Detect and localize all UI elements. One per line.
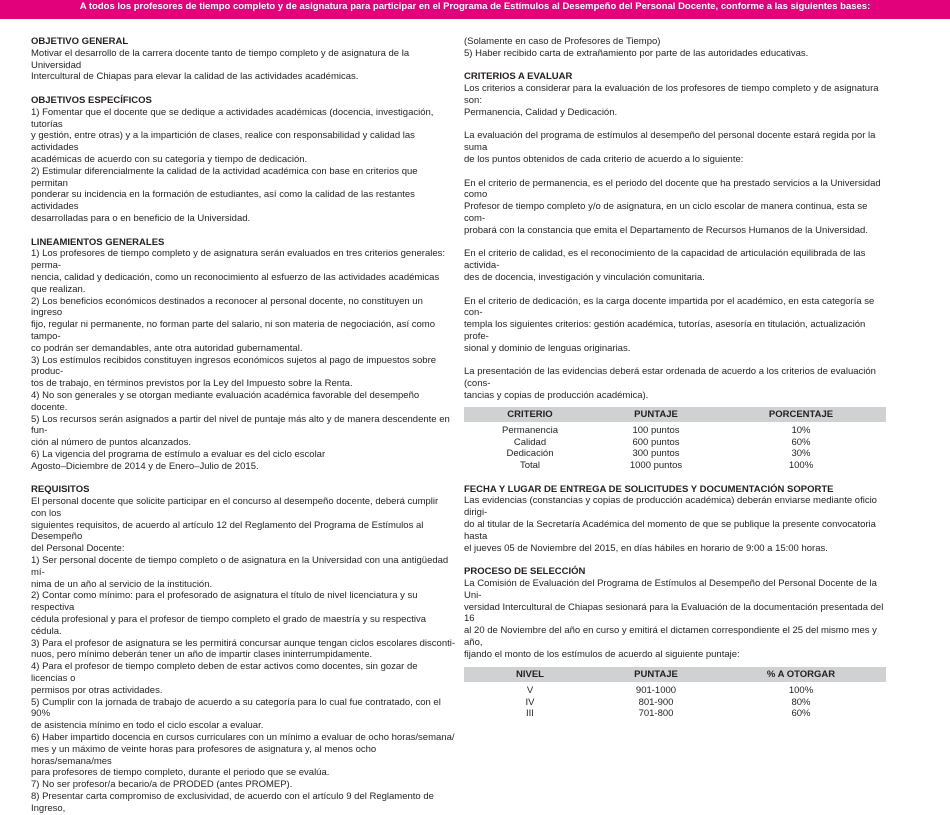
spacer (464, 166, 886, 178)
text-line: Profesor de tiempo completo y/o de asignatura, en un ciclo escolar de manera continua, esta se com- (464, 201, 868, 224)
spacer (464, 355, 886, 367)
text-line: Motivar el desarrollo de la carrera docente tanto de tiempo completo y de asignatura de la Universidad (31, 47, 410, 71)
column-header: PORCENTAJE (716, 407, 886, 423)
spacer (464, 119, 886, 131)
text-line: probará con la constancia que emita el Departamento de Recursos Humanos de la Universidad. (464, 224, 868, 236)
table-cell: Dedicación (506, 448, 554, 460)
text-line: sional y dominio de lenguas originarias. (464, 342, 631, 354)
text-line: el jueves 05 de Noviembre del 2015, en días hábiles en horario de 9:00 a 15:00 horas. (464, 542, 828, 554)
right-mid-section (464, 484, 886, 661)
column-header: NIVEL (464, 667, 596, 683)
text-line: ponderar su incidencia en la formación de estudiantes, así como la calidad de las restantes actividades (31, 189, 415, 213)
text-line: nuos, pero mínimo deberán tener un año de impartir clases ininterrumpidamente. (31, 649, 373, 661)
spacer (31, 225, 456, 237)
table-cell: 10% (791, 425, 811, 437)
text-line: 5) Haber recibido carta de extrañamiento por parte de las autoridades educativas. (464, 47, 809, 59)
text-line: 3) Los estímulos recibidos constituyen ingresos económicos sujetos al pago de impuestos sobre produc- (31, 354, 437, 378)
text-line: Los criterios a considerar para la evaluación de los profesores de tiempo completo y de asignatura son: (464, 83, 879, 106)
table-cell: 901-1000 (635, 685, 677, 697)
table-row (464, 448, 886, 460)
text-line: (Solamente en caso de Profesores de Tiempo) (464, 36, 661, 47)
text-line: 1) Ser personal docente de tiempo completo o de asignatura en la Universidad con una antigüedad mí- (31, 555, 449, 578)
convocatoria-banner (0, 0, 950, 19)
text-line: 2) Estimular diferencialmente la calidad de la actividad académica con base en criterios que permitan (31, 165, 418, 189)
text-line: co podrán ser demandables, ante otra autoridad gubernamental. (31, 342, 303, 354)
text-line: 6) La vigencia del programa de estímulo a evaluar es del ciclo escolar (31, 448, 326, 460)
text-line: académicas de acuerdo con su categoría y tiempo de dedicación. (31, 153, 308, 165)
text-line: La Comisión de Evaluación del Programa de Estímulos al Desempeño del Personal Docente de la Uni- (464, 578, 877, 601)
section-heading: LINEAMIENTOS GENERALES (31, 236, 165, 248)
table-cell: III (526, 708, 534, 720)
text-line: 5) Cumplir con la jornada de trabajo de acuerdo a su categoría para lo cual fue contratado, con el 90% (31, 696, 441, 720)
text-line: 4) No son generales y se otorgan mediante evaluación académica favorable del desempeño docente. (31, 389, 420, 413)
text-line: En el criterio de dedicación, es la carga docente impartida por el académico, en esta categoría se con- (464, 295, 875, 319)
text-line: Intercultural de Chiapas para elevar la calidad de las actividades académicas. (31, 71, 359, 83)
table-row (464, 460, 886, 472)
text-line: fijando el monto de los estímulos de acuerdo al siguiente puntaje: (464, 648, 740, 660)
table-cell: 60% (791, 708, 811, 720)
table-cell: Total (519, 460, 541, 472)
banner-text: A todos los profesores de tiempo completo y de asignatura para participar en el Programa de Estímulos al Desempeño del Personal Docente, conforme a las siguientes bases: (79, 1, 871, 12)
table-row (464, 422, 886, 437)
levels-table (464, 667, 886, 720)
table-cell: Permanencia (502, 425, 558, 437)
text-line: nencia, calidad y dedicación, como un reconocimiento al esfuerzo de las actividades académicas que realizan. (31, 271, 440, 295)
text-line: 1) Fomentar que el docente que se dedique a actividades académicas (docencia, investigación, tutorías (31, 106, 434, 130)
section-heading: OBJETIVOS ESPECÍFICOS (31, 94, 152, 106)
left-column (31, 36, 456, 815)
column-header: PUNTAJE (596, 407, 716, 423)
table-cell: 100% (788, 685, 814, 697)
text-line: de asistencia mínimo en todo el ciclo escolar a evaluar. (31, 720, 264, 732)
section-heading: FECHA Y LUGAR DE ENTREGA DE SOLICITUDES Y DOCUMENTACIÓN SOPORTE (464, 483, 834, 495)
text-line: desarrolladas para o en beneficio de la Universidad. (31, 212, 251, 224)
column-header: % A OTORGAR (716, 667, 886, 683)
table-cell: 600 puntos (632, 436, 680, 448)
text-line: siguientes requisitos, de acuerdo al artículo 12 del Reglamento del Programa de Estímulos al Desempeño (31, 519, 424, 543)
table-cell: 100 puntos (632, 425, 680, 437)
spacer (464, 554, 886, 566)
table-header-row (464, 407, 886, 423)
table-cell: IV (525, 696, 535, 708)
text-line: do al titular de la Secretaría Académica del momento de que se publique la presente convocatoria hasta (464, 519, 876, 542)
table-cell: 801-900 (638, 696, 674, 708)
spacer (464, 60, 886, 72)
spacer (31, 472, 456, 484)
text-line: versidad Intercultural de Chiapas sesionará para la Evaluación de la documentación presentada del 16 (464, 601, 884, 625)
spacer (464, 284, 886, 296)
text-line: 6) Haber impartido docencia en cursos curriculares con un mínimo a evaluar de ocho horas/semana/ (31, 732, 455, 744)
text-line: de los puntos obtenidos de cada criterio de acuerdo a lo siguiente: (464, 153, 744, 165)
text-line: En el criterio de calidad, es el reconocimiento de la capacidad de articulación equilibrada de las activida- (464, 248, 866, 272)
table-row (464, 697, 886, 709)
text-line: para profesores de tiempo completo, durante el periodo que se evalúa. (31, 767, 330, 779)
text-line: La evaluación del programa de estímulos al desempeño del personal docente estará regida por la suma (464, 130, 876, 154)
table-row (464, 437, 886, 449)
text-line: 4) Para el profesor de tiempo completo deben de estar activos como docentes, sin gozar de licencias o (31, 661, 418, 685)
criteria-table (464, 407, 886, 472)
text-line: El personal docente que solicite participar en el concurso al desempeño docente, deberá cumplir con los (31, 496, 439, 519)
text-line: 1) Los profesores de tiempo completo y de asignatura serán evaluados en tres criterios generales: perma- (31, 248, 446, 272)
section-heading: PROCESO DE SELECCIÓN (464, 566, 586, 578)
text-line: 2) Contar como mínimo: para el profesorado de asignatura el título de nivel licenciatura y su respectiva (31, 590, 418, 614)
right-top-section (464, 36, 886, 402)
text-line: 3) Para el profesor de asignatura se les permitirá concursar aunque tengan ciclos escolares disconti- (31, 637, 456, 649)
text-line: al 20 de Noviembre del año en curso y emitirá el dictamen correspondiente el 25 del mismo mes y año, (464, 625, 877, 649)
table-cell: V (526, 685, 534, 697)
text-line: tancias y copias de producción académica). (464, 389, 649, 401)
text-line: nima de un año al servicio de la institución. (31, 578, 213, 590)
table-row (464, 708, 886, 720)
column-header: CRITERIO (464, 407, 596, 423)
text-line: 5) Los recursos serán asignados a partir del nivel de puntaje más alto y de manera descendente en fun- (31, 413, 450, 437)
text-line: permisos por otras actividades. (31, 684, 163, 696)
column-header: PUNTAJE (596, 667, 716, 683)
text-line: 2) Los beneficios económicos destinados a reconocer al personal docente, no constituyen un ingreso (31, 295, 423, 319)
table-header-row (464, 667, 886, 683)
text-line: Agosto–Diciembre de 2014 y de Enero–Julio de 2015. (31, 460, 259, 472)
text-line: La presentación de las evidencias deberá estar ordenada de acuerdo a los criterios de evaluación (cons- (464, 366, 876, 390)
spacer (464, 237, 886, 249)
text-line: tos de trabajo, en términos previstos por la Ley del Impuesto sobre la Renta. (31, 378, 353, 390)
text-line: y gestión, entre otras) y a la impartición de clases, realice con responsabilidad y calidad las actividades (31, 130, 415, 154)
section-heading: OBJETIVO GENERAL (31, 36, 129, 47)
text-line: Permanencia, Calidad y Dedicación. (464, 106, 618, 118)
table-cell: 80% (791, 696, 811, 708)
text-line: des de docencia, investigación y vinculación comunitaria. (464, 271, 705, 283)
text-line: templa los siguientes criterios: gestión académica, tutorías, asesoría en titulación, actualización profe- (464, 319, 866, 342)
text-line: 7) No ser profesor/a becario/a de PRODED (antes PROMEP). (31, 779, 293, 791)
text-line: Las evidencias (constancias y copias de producción académica) deberán enviarse mediante oficio dirigi- (464, 495, 877, 519)
text-line: mes y un máximo de veinte horas para profesores de asignatura y, al menos ocho horas/semana/mes (31, 743, 377, 767)
text-line: del Personal Docente: (31, 543, 125, 555)
table-cell: 1000 puntos (629, 460, 683, 472)
table-cell: 30% (791, 448, 811, 460)
table-row (464, 682, 886, 697)
table-cell: 701-800 (638, 708, 674, 720)
table-cell: Calidad (513, 436, 547, 448)
section-heading: CRITERIOS A EVALUAR (464, 71, 573, 83)
table-cell: 100% (788, 460, 814, 472)
text-line: En el criterio de permanencia, es el periodo del docente que ha prestado servicios a la Universidad como (464, 177, 881, 201)
right-column (464, 36, 886, 720)
table-cell: 300 puntos (632, 448, 680, 460)
text-line: cédula profesional y para el profesor de tiempo completo el grado de maestría y su respectiva cédula. (31, 614, 426, 637)
text-line: fijo, regular ni permanente, no forman parte del salario, ni son materia de negociación, así como tampo- (31, 319, 435, 342)
text-line: ción al número de puntos alcanzados. (31, 437, 192, 449)
table-cell: 60% (791, 436, 811, 448)
text-line: 8) Presentar carta compromiso de exclusividad, de acuerdo con el artículo 9 del Reglamento de Ingreso, (31, 791, 434, 814)
spacer (31, 83, 456, 95)
section-heading: REQUISITOS (31, 484, 90, 496)
